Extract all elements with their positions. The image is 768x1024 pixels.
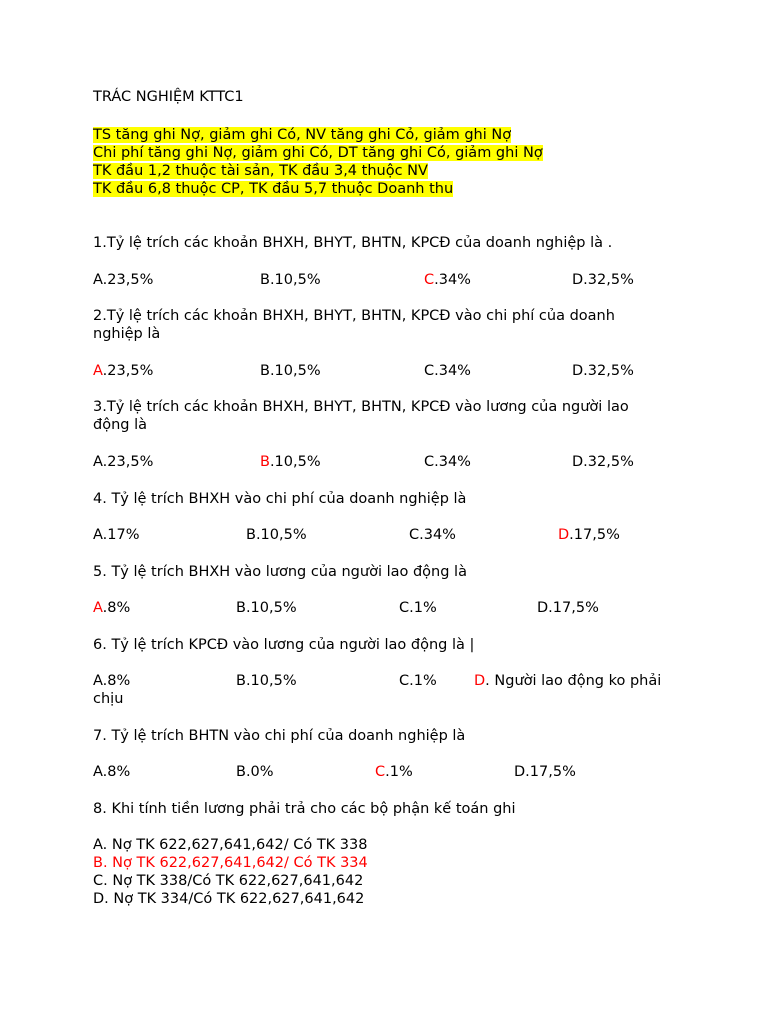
question-5: 5. Tỷ lệ trích BHXH vào lương của người lao động là (93, 564, 467, 580)
document-title: TRÁC NGHIỆM KTTC1 (93, 89, 244, 105)
q6-option-a: A.8% (93, 673, 131, 689)
q6-option-c: C.1% (399, 673, 437, 689)
q7-option-b: B.0% (236, 764, 274, 780)
q4-option-b: B.10,5% (246, 527, 307, 543)
question-2: 2.Tỷ lệ trích các khoản BHXH, BHYT, BHTN, KPCĐ vào chi phí của doanh (93, 308, 615, 324)
q1-option-a: A.23,5% (93, 272, 154, 288)
question-8: 8. Khi tính tiền lương phải trả cho các bộ phận kế toán ghi (93, 801, 516, 817)
q8-option-b-correct: B. Nợ TK 622,627,641,642/ Có TK 334 (93, 855, 368, 871)
q1-option-b: B.10,5% (260, 272, 321, 288)
q6-option-b: B.10,5% (236, 673, 297, 689)
question-4: 4. Tỷ lệ trích BHXH vào chi phí của doanh nghiệp là (93, 491, 467, 507)
q8-option-d: D. Nợ TK 334/Có TK 622,627,641,642 (93, 891, 365, 907)
correct-answer-marker: A (93, 363, 103, 379)
q5-option-d: D.17,5% (537, 600, 599, 616)
q2-option-c: C.34% (424, 363, 471, 379)
question-6: 6. Tỷ lệ trích KPCĐ vào lương của người lao động là | (93, 637, 475, 653)
q5-option-a: A.8% (93, 600, 131, 616)
q5-option-c: C.1% (399, 600, 437, 616)
q4-option-d: D.17,5% (558, 527, 620, 543)
q3-option-b: B.10,5% (260, 454, 321, 470)
question-2-continued: nghiệp là (93, 326, 161, 342)
question-7: 7. Tỷ lệ trích BHTN vào chi phí của doanh nghiệp là (93, 728, 466, 744)
question-1: 1.Tỷ lệ trích các khoản BHXH, BHYT, BHTN, KPCĐ của doanh nghiệp là . (93, 235, 613, 251)
q3-option-c: C.34% (424, 454, 471, 470)
q7-option-c: C.1% (375, 764, 413, 780)
q8-option-c: C. Nợ TK 338/Có TK 622,627,641,642 (93, 873, 364, 889)
q1-option-d: D.32,5% (572, 272, 634, 288)
correct-answer-marker: A (93, 600, 103, 616)
q2-option-b: B.10,5% (260, 363, 321, 379)
note-line: TK đầu 1,2 thuộc tài sản, TK đầu 3,4 thuộc NV (93, 163, 428, 179)
correct-answer-marker: D (474, 673, 486, 689)
q3-option-d: D.32,5% (572, 454, 634, 470)
note-line: TK đầu 6,8 thuộc CP, TK đầu 5,7 thuộc Doanh thu (93, 181, 454, 197)
q2-option-a: A.23,5% (93, 363, 154, 379)
q4-option-a: A.17% (93, 527, 140, 543)
correct-answer-marker: C (375, 764, 386, 780)
q8-option-a: A. Nợ TK 622,627,641,642/ Có TK 338 (93, 837, 368, 853)
correct-answer-marker: C (424, 272, 435, 288)
q2-option-d: D.32,5% (572, 363, 634, 379)
question-3: 3.Tỷ lệ trích các khoản BHXH, BHYT, BHTN, KPCĐ vào lương của người lao (93, 399, 629, 415)
q5-option-b: B.10,5% (236, 600, 297, 616)
note-line: TS tăng ghi Nợ, giảm ghi Có, NV tăng ghi Cỏ, giảm ghi Nợ (93, 127, 512, 143)
correct-answer-marker: D (558, 527, 570, 543)
q3-option-a: A.23,5% (93, 454, 154, 470)
note-line: Chi phí tăng ghi Nợ, giảm ghi Có, DT tăng ghi Có, giảm ghi Nợ (93, 145, 543, 161)
q7-option-a: A.8% (93, 764, 131, 780)
q1-option-c: C.34% (424, 272, 471, 288)
q4-option-c: C.34% (409, 527, 456, 543)
question-3-continued: động là (93, 417, 147, 433)
q6-option-d-continued: chịu (93, 691, 124, 707)
correct-answer-marker: B (260, 454, 270, 470)
q7-option-d: D.17,5% (514, 764, 576, 780)
q6-option-d: D. Người lao động ko phải (474, 673, 662, 689)
